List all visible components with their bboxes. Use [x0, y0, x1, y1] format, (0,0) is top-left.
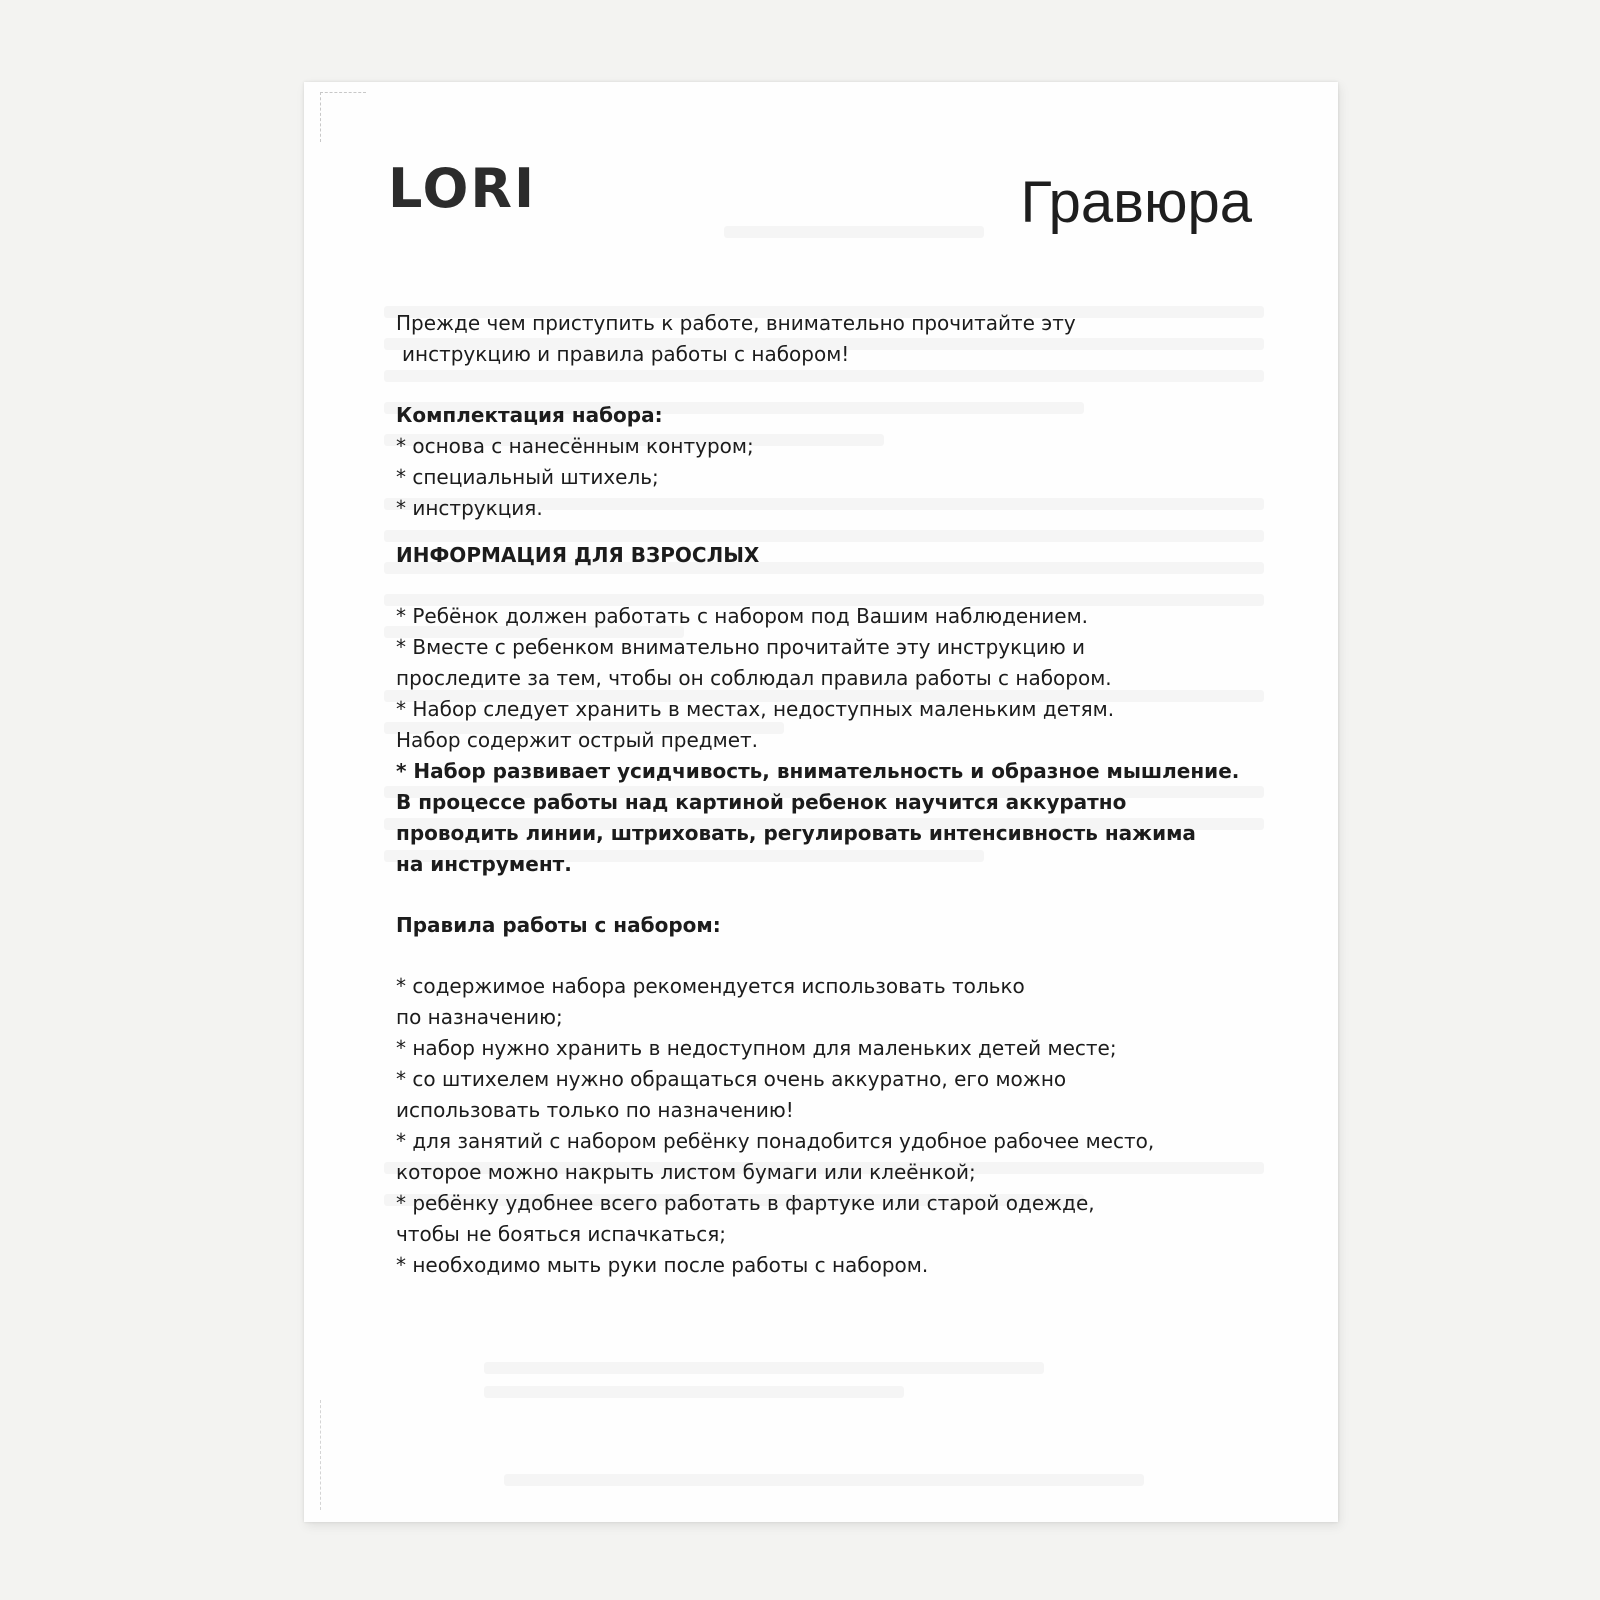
- kit-item: * инструкция.: [396, 496, 543, 520]
- rules-line: по назначению;: [396, 1005, 563, 1029]
- adults-heading: ИНФОРМАЦИЯ ДЛЯ ВЗРОСЛЫХ: [396, 543, 760, 567]
- adults-bold-line: В процессе работы над картиной ребенок научится аккуратно: [396, 790, 1127, 814]
- instruction-sheet: [304, 82, 1338, 1522]
- page-title: Гравюра: [1020, 170, 1252, 235]
- adults-bold-line: * Набор развивает усидчивость, внимательность и образное мышление.: [396, 759, 1240, 783]
- intro-line: инструкцию и правила работы с набором!: [402, 342, 850, 366]
- kit-heading: Комплектация набора:: [396, 403, 663, 427]
- crop-mark: [320, 92, 321, 142]
- adults-bold-line: на инструмент.: [396, 852, 572, 876]
- adults-line: проследите за тем, чтобы он соблюдал правила работы с набором.: [396, 666, 1112, 690]
- instruction-text: [396, 308, 1256, 1281]
- adults-line: * Ребёнок должен работать с набором под Вашим наблюдением.: [396, 604, 1089, 628]
- kit-item: * специальный штихель;: [396, 465, 659, 489]
- rules-heading: Правила работы с набором:: [396, 913, 721, 937]
- rules-line: которое можно накрыть листом бумаги или клеёнкой;: [396, 1160, 976, 1184]
- adults-bold-line: проводить линии, штриховать, регулировать интенсивность нажима: [396, 821, 1196, 845]
- rules-line: * содержимое набора рекомендуется использовать только: [396, 974, 1025, 998]
- rules-line: использовать только по назначению!: [396, 1098, 794, 1122]
- rules-line: * необходимо мыть руки после работы с набором.: [396, 1253, 929, 1277]
- adults-line: Набор содержит острый предмет.: [396, 728, 759, 752]
- rules-line: * ребёнку удобнее всего работать в фартуке или старой одежде,: [396, 1191, 1095, 1215]
- brand-logo: LORI: [388, 157, 537, 220]
- adults-line: * Вместе с ребенком внимательно прочитайте эту инструкцию и: [396, 635, 1086, 659]
- crop-mark: [320, 1400, 321, 1510]
- kit-item: * основа с нанесённым контуром;: [396, 434, 754, 458]
- rules-line: * для занятий с набором ребёнку понадобится удобное рабочее место,: [396, 1129, 1155, 1153]
- rules-line: * со штихелем нужно обращаться очень аккуратно, его можно: [396, 1067, 1067, 1091]
- adults-line: * Набор следует хранить в местах, недоступных маленьким детям.: [396, 697, 1115, 721]
- crop-mark: [320, 92, 366, 93]
- intro-line: Прежде чем приступить к работе, внимательно прочитайте эту: [396, 311, 1076, 335]
- rules-line: чтобы не бояться испачкаться;: [396, 1222, 727, 1246]
- rules-line: * набор нужно хранить в недоступном для маленьких детей месте;: [396, 1036, 1117, 1060]
